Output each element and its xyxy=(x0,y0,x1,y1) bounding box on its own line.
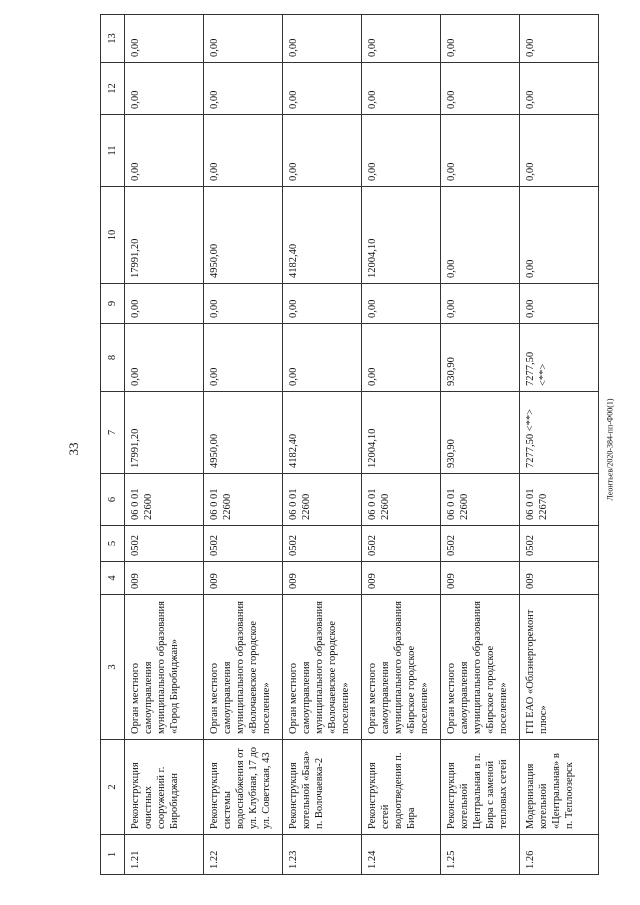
table-row xyxy=(520,15,599,875)
table-cell: Реконструкция системы водоснабжения от ул. Клубная, 17 до ул. Советская, 43 xyxy=(204,740,283,835)
page-number: 33 xyxy=(66,442,81,456)
table-row xyxy=(204,15,283,875)
table-cell: 0,00 xyxy=(362,115,441,187)
table-cell: 0,00 xyxy=(125,324,204,392)
table-cell: 0502 xyxy=(441,526,520,562)
column-number-cell: 7 xyxy=(101,392,125,474)
table-cell: 0,00 xyxy=(204,63,283,115)
table-cell: 0,00 xyxy=(283,284,362,324)
column-number-cell: 8 xyxy=(101,324,125,392)
table-cell: Реконструкция очистных сооружений г. Биробиджан xyxy=(125,740,204,835)
table-cell: 7277,50 <**> xyxy=(520,392,599,474)
table-cell: 0,00 xyxy=(362,15,441,63)
table-cell: 0,00 xyxy=(362,63,441,115)
table-cell: 1.25 xyxy=(441,835,520,875)
table-cell: 1.21 xyxy=(125,835,204,875)
table-cell: 0,00 xyxy=(125,115,204,187)
table-cell: 0,00 xyxy=(441,63,520,115)
table-cell: 0,00 xyxy=(204,15,283,63)
table-cell: 0,00 xyxy=(520,115,599,187)
table-cell: 4950,00 xyxy=(204,392,283,474)
table-cell: Орган местного самоуправления муниципального образования «Город Биробиджан» xyxy=(125,595,204,740)
table-row xyxy=(283,15,362,875)
table-cell: 009 xyxy=(441,562,520,595)
table-cell: 4182,40 xyxy=(283,392,362,474)
table-cell: 12004,10 xyxy=(362,187,441,284)
table-cell: 0,00 xyxy=(441,15,520,63)
table-row xyxy=(362,15,441,875)
document-reference: Леонтьев/2020-384-пп-Ф00(1) xyxy=(605,398,615,501)
table-cell: Модернизация котельной «Центральная» в п. Теплоозерск xyxy=(520,740,599,835)
table-cell: 1.23 xyxy=(283,835,362,875)
table-cell: 0502 xyxy=(283,526,362,562)
table-cell: 0,00 xyxy=(441,115,520,187)
column-number-cell: 11 xyxy=(101,115,125,187)
table-cell: 0,00 xyxy=(283,324,362,392)
column-number-cell: 13 xyxy=(101,15,125,63)
column-number-cell: 1 xyxy=(101,835,125,875)
table-cell: Орган местного самоуправления муниципального образования «Волочаевское городское поселение» xyxy=(204,595,283,740)
table-cell: 0,00 xyxy=(125,284,204,324)
table-cell: 009 xyxy=(283,562,362,595)
column-number-cell: 3 xyxy=(101,595,125,740)
table-cell: 0502 xyxy=(204,526,283,562)
table-cell: 930,90 xyxy=(441,324,520,392)
table-cell: 06 0 01 22600 xyxy=(441,474,520,526)
table-cell: 0,00 xyxy=(441,187,520,284)
table-cell: Реконструкция котельной «База» п. Волочаевка-2 xyxy=(283,740,362,835)
table-cell: 0,00 xyxy=(520,63,599,115)
table-cell: 1.22 xyxy=(204,835,283,875)
table-cell: 0,00 xyxy=(283,15,362,63)
table-cell: 009 xyxy=(520,562,599,595)
column-number-cell: 4 xyxy=(101,562,125,595)
table-cell: 0,00 xyxy=(204,324,283,392)
table-cell: 06 0 01 22600 xyxy=(125,474,204,526)
column-number-cell: 2 xyxy=(101,740,125,835)
table-cell: 17991,20 xyxy=(125,392,204,474)
table-cell: 0,00 xyxy=(204,284,283,324)
table-row xyxy=(441,15,520,875)
table-cell: ГП ЕАО «Облэнергоремонт плюс» xyxy=(520,595,599,740)
table-cell: 0,00 xyxy=(441,284,520,324)
table-cell: 0,00 xyxy=(283,63,362,115)
column-number-cell: 6 xyxy=(101,474,125,526)
table-cell: 0502 xyxy=(520,526,599,562)
table-cell: Реконструкция котельной Центральная в п. Бира с заменой тепловых сетей xyxy=(441,740,520,835)
table-cell: 12004,10 xyxy=(362,392,441,474)
table-cell: Орган местного самоуправления муниципального образования «Бирское городское поселение» xyxy=(441,595,520,740)
table-cell: 17991,20 xyxy=(125,187,204,284)
table-header-row xyxy=(101,15,125,875)
table-cell: 1.26 xyxy=(520,835,599,875)
table-cell: 0,00 xyxy=(520,187,599,284)
column-number-cell: 10 xyxy=(101,187,125,284)
column-number-cell: 12 xyxy=(101,63,125,115)
table-cell: 0,00 xyxy=(520,15,599,63)
table-cell: 009 xyxy=(362,562,441,595)
table-cell: 0,00 xyxy=(283,115,362,187)
table-cell: 009 xyxy=(125,562,204,595)
table-cell: 7277,50 <**> xyxy=(520,324,599,392)
table-cell: 0,00 xyxy=(125,63,204,115)
table-cell: 4182,40 xyxy=(283,187,362,284)
table-cell: 0502 xyxy=(125,526,204,562)
table-cell: 06 0 01 22670 xyxy=(520,474,599,526)
table-cell: Орган местного самоуправления муниципального образования «Бирское городское поселение» xyxy=(362,595,441,740)
table-cell: 930,90 xyxy=(441,392,520,474)
column-number-cell: 5 xyxy=(101,526,125,562)
rotated-table-container xyxy=(100,15,598,875)
table-cell: 1.24 xyxy=(362,835,441,875)
table-cell: 06 0 01 22600 xyxy=(283,474,362,526)
table-cell: 0,00 xyxy=(362,284,441,324)
table-cell: 06 0 01 22600 xyxy=(362,474,441,526)
table-cell: 0,00 xyxy=(204,115,283,187)
table-cell: Реконструкция сетей водоотведения п. Бира xyxy=(362,740,441,835)
table-cell: 0,00 xyxy=(125,15,204,63)
column-number-cell: 9 xyxy=(101,284,125,324)
table-cell: 06 0 01 22600 xyxy=(204,474,283,526)
table-cell: 0502 xyxy=(362,526,441,562)
table-cell: Орган местного самоуправления муниципального образования «Волочаевское городское поселение» xyxy=(283,595,362,740)
budget-table xyxy=(100,14,599,875)
table-cell: 4950,00 xyxy=(204,187,283,284)
table-cell: 0,00 xyxy=(520,284,599,324)
table-cell: 009 xyxy=(204,562,283,595)
table-cell: 0,00 xyxy=(362,324,441,392)
table-row xyxy=(125,15,204,875)
